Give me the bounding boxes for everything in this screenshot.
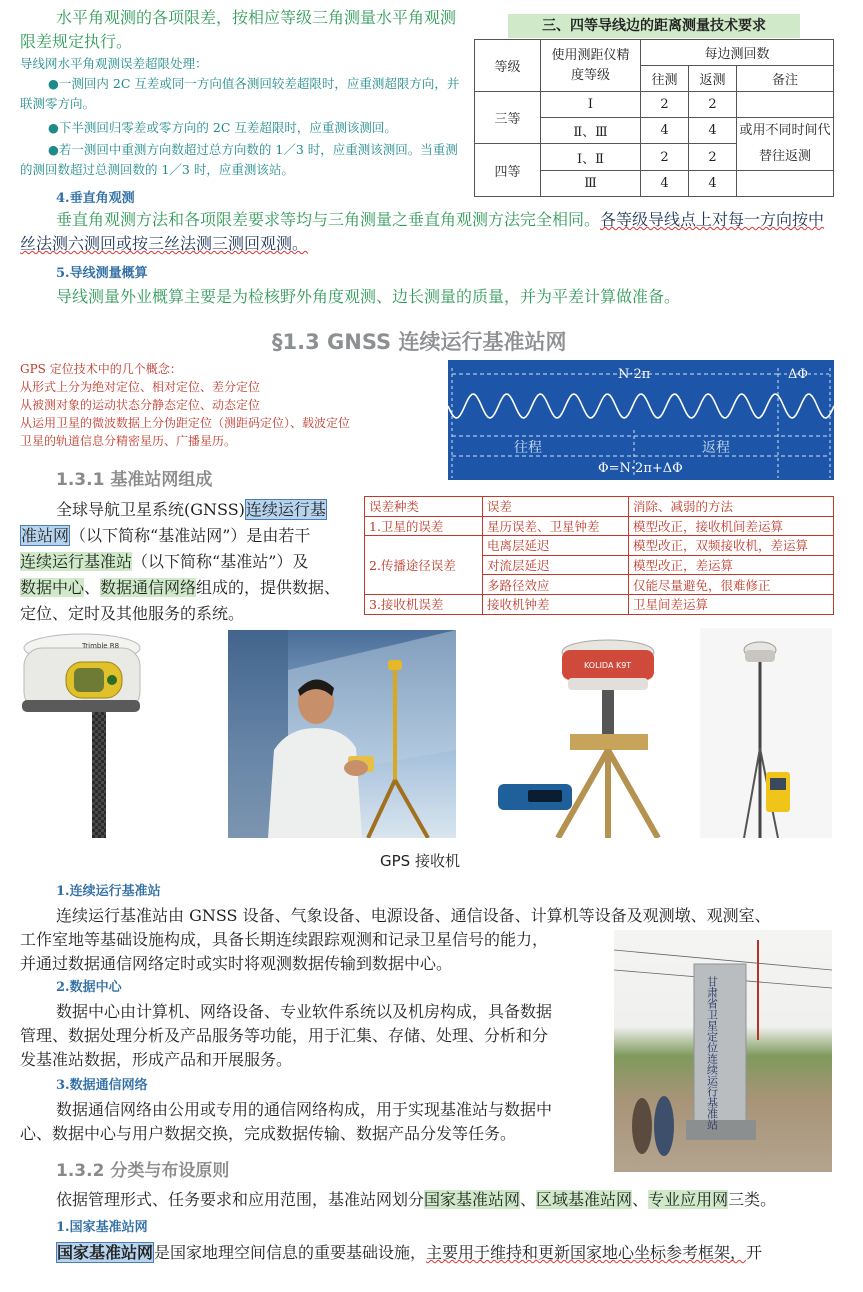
- keyword: 数据通信网络: [100, 578, 197, 597]
- intro-paragraph: 水平角观测的各项限差，按相应等级三角测量水平角观测限差规定执行。: [20, 8, 457, 51]
- table-cell: 模型改正，双频接收机，差运算: [629, 536, 834, 556]
- phase-formula: Φ=N·2π+ΔΦ: [598, 461, 683, 476]
- table-cell: 模型改正，接收机间差运算: [629, 516, 834, 536]
- surveyor-photo: [228, 630, 456, 838]
- text-line: 数据通信网络由公用或专用的通信网络构成，用于实现基准站与数据中: [56, 1100, 553, 1119]
- text-span: 垂直角观测方法和各项限差要求等均与三角测量之垂直角观测方法完全相同。: [56, 210, 601, 229]
- text-span: 、: [632, 1190, 649, 1209]
- section-title: 1.3.1 基准站网组成: [56, 470, 213, 490]
- text-line: 并通过数据通信网络定时或实时将观测数据传输到数据中心。: [20, 954, 453, 973]
- table-cell: 对流层延迟: [483, 555, 629, 575]
- gnss-definition: [20, 497, 350, 627]
- photo-caption: GPS 接收机: [380, 852, 460, 870]
- gps-concepts: [20, 360, 440, 450]
- header-cell: 误差: [483, 497, 629, 517]
- section-heading: 2.数据中心: [56, 980, 122, 995]
- keyword: 国家基准站网: [57, 1243, 154, 1262]
- table-cell: 多路径效应: [483, 575, 629, 595]
- table-cell: 或用不同时间代替往返测: [737, 118, 834, 171]
- delta-label: ΔΦ: [788, 367, 809, 382]
- header-cell: 误差种类: [365, 497, 483, 517]
- header-cell: 消除、减弱的方法: [629, 497, 834, 517]
- keyword: 数据中心: [20, 578, 85, 597]
- keyword: 国家基准站网: [424, 1190, 521, 1209]
- keyword: 专业应用网: [648, 1190, 729, 1209]
- n2pi-label: N·2π: [618, 367, 651, 382]
- table-cell: 2: [689, 92, 737, 118]
- subsection-heading: 导线网水平角观测误差超限处理：: [20, 56, 208, 71]
- national-network-paragraph: [56, 1240, 846, 1266]
- table-cell: 接收机钟差: [483, 594, 629, 614]
- table-title: 三、四等导线边的距离测量技术要求: [508, 14, 800, 38]
- bullet-item: ●一测回内 2C 互差或同一方向值各测回较差超限时，应重测超限方向，并联测零方向。: [20, 76, 460, 111]
- table-cell: 4: [641, 171, 689, 197]
- table-cell: 四等: [475, 144, 541, 197]
- bullet-item: ●若一测回中重测方向数超过总方向数的 1／3 时，应重测该测回。当重测的测回数超过总测回数的 1／3 时，应重测该站。: [20, 142, 458, 177]
- header-cell: 备注: [737, 66, 834, 92]
- cors-paragraph-3: [20, 1098, 610, 1146]
- section-heading: 5.导线测量概算: [56, 266, 148, 281]
- section-title: 1.3.2 分类与布设原则: [56, 1161, 230, 1181]
- keyword: 区域基准站网: [536, 1190, 633, 1209]
- station-sign: 甘肃省卫星定位连续运行基准站: [705, 976, 719, 1130]
- table-cell: 2.传播途径误差: [365, 536, 483, 595]
- distance-requirements-table: [474, 39, 834, 197]
- text-line: 工作室地等基础设施构成，具备长期连续跟踪观测和记录卫星信号的能力，: [20, 930, 549, 949]
- table-cell: 4: [689, 171, 737, 197]
- section-paragraph: 导线测量外业概算主要是为检核野外角度观测、边长测量的质量，并为平差计算做准备。: [56, 287, 681, 306]
- table-cell: [737, 92, 834, 118]
- text-span: 全球导航卫星系统(GNSS): [56, 500, 245, 519]
- text-span: 主要用于维持和更新国家地心坐标参考框架，: [426, 1243, 747, 1262]
- error-sources-table: [364, 496, 834, 615]
- header-cell: 返测: [689, 66, 737, 92]
- gps-receiver-photo-1: [20, 628, 150, 838]
- cors-paragraph-2: [20, 1000, 610, 1072]
- text-span: 开: [746, 1243, 763, 1262]
- receiver-brand: Trimble R8: [82, 642, 120, 650]
- gps-rover-pole-photo: [700, 628, 832, 838]
- table-cell: 仅能尽量避免，很难修正: [629, 575, 834, 595]
- text-line: 数据中心由计算机、网络设备、专业软件系统以及机房构成，具备数据: [56, 1002, 553, 1021]
- text-line: 发基准站数据，形成产品和开展服务。: [20, 1050, 293, 1069]
- text-line: 连续运行基准站由 GNSS 设备、气象设备、电源设备、通信设备、计算机等设备及观测墩、观测室、: [56, 906, 771, 925]
- concept-line: 卫星的轨道信息分精密星历、广播星历。: [20, 434, 237, 448]
- table-cell: 2: [689, 144, 737, 171]
- text-span: 依据管理形式、任务要求和应用范围，基准站网划分: [56, 1190, 425, 1209]
- return-label: 返程: [702, 440, 730, 456]
- table-cell: 2: [641, 92, 689, 118]
- text-line: 管理、数据处理分析及产品服务等功能，用于汇集、存储、处理、分析和分: [20, 1026, 549, 1045]
- table-cell: Ⅰ、Ⅱ: [541, 144, 641, 171]
- header-cell: 每边测回数: [641, 40, 834, 66]
- section-heading: 1.连续运行基准站: [56, 884, 161, 899]
- text-span: 、: [84, 578, 101, 597]
- table-cell: 1.卫星的误差: [365, 516, 483, 536]
- keyword: 连续运行基: [245, 500, 326, 519]
- gps-receiver-photo-2: [498, 638, 672, 838]
- concept-line: 从被测对象的运动状态分静态定位、动态定位: [20, 398, 261, 412]
- header-cell: 使用测距仪精度等级: [541, 40, 641, 92]
- concept-line: 从形式上分为绝对定位、相对定位、差分定位: [20, 380, 261, 394]
- forward-label: 往程: [514, 440, 542, 456]
- section-paragraph: [20, 208, 840, 256]
- text-span: 、: [520, 1190, 537, 1209]
- table-cell: 卫星间差运算: [629, 594, 834, 614]
- text-span: 组成的，提供数据、定位、定时及其他服务的系统。: [20, 578, 341, 623]
- concept-line: GPS 定位技术中的几个概念：: [20, 362, 182, 376]
- carrier-phase-diagram: [448, 360, 834, 480]
- table-cell: Ⅱ、Ⅲ: [541, 118, 641, 144]
- receiver-brand: KOLIDA K9T: [584, 661, 632, 670]
- text-line: 心、数据中心与用户数据交换，完成数据传输、数据产品分发等任务。: [20, 1124, 517, 1143]
- table-cell: 电离层延迟: [483, 536, 629, 556]
- cors-paragraph-1: [20, 904, 840, 976]
- table-cell: Ⅲ: [541, 171, 641, 197]
- table-cell: 三等: [475, 92, 541, 144]
- concept-line: 从运用卫星的微波数据上分伪距定位（测距码定位）、载波定位: [20, 416, 351, 430]
- table-cell: 2: [641, 144, 689, 171]
- header-cell: 往测: [641, 66, 689, 92]
- section-heading: 4.垂直角观测: [56, 191, 135, 206]
- text-span: 各等级导线点上对每一方向按中丝法测六测回或按三丝法测三测回观测。: [20, 210, 825, 253]
- text-span: 三类。: [728, 1190, 777, 1209]
- keyword: 准站网: [21, 526, 70, 545]
- table-cell: [737, 171, 834, 197]
- text-span: 是国家地理空间信息的重要基础设施，: [154, 1243, 427, 1262]
- text-span: （以下简称“基准站网”）是由若干: [70, 526, 311, 545]
- table-cell: 星历误差、卫星钟差: [483, 516, 629, 536]
- text-span: （以下简称“基准站”）及: [132, 552, 309, 571]
- table-cell: Ⅰ: [541, 92, 641, 118]
- table-cell: 3.接收机误差: [365, 594, 483, 614]
- section-heading: 1.国家基准站网: [56, 1220, 148, 1235]
- table-cell: 4: [641, 118, 689, 144]
- table-cell: 模型改正，差运算: [629, 555, 834, 575]
- header-cell: 等级: [475, 40, 541, 92]
- chapter-title: §1.3 GNSS 连续运行基准站网: [272, 330, 567, 354]
- keyword: 连续运行基准站: [20, 552, 133, 571]
- classification-paragraph: [56, 1188, 846, 1212]
- section-heading: 3.数据通信网络: [56, 1078, 148, 1093]
- table-cell: 4: [689, 118, 737, 144]
- bullet-item: ●下半测回归零差或零方向的 2C 互差超限时，应重测该测回。: [48, 120, 397, 135]
